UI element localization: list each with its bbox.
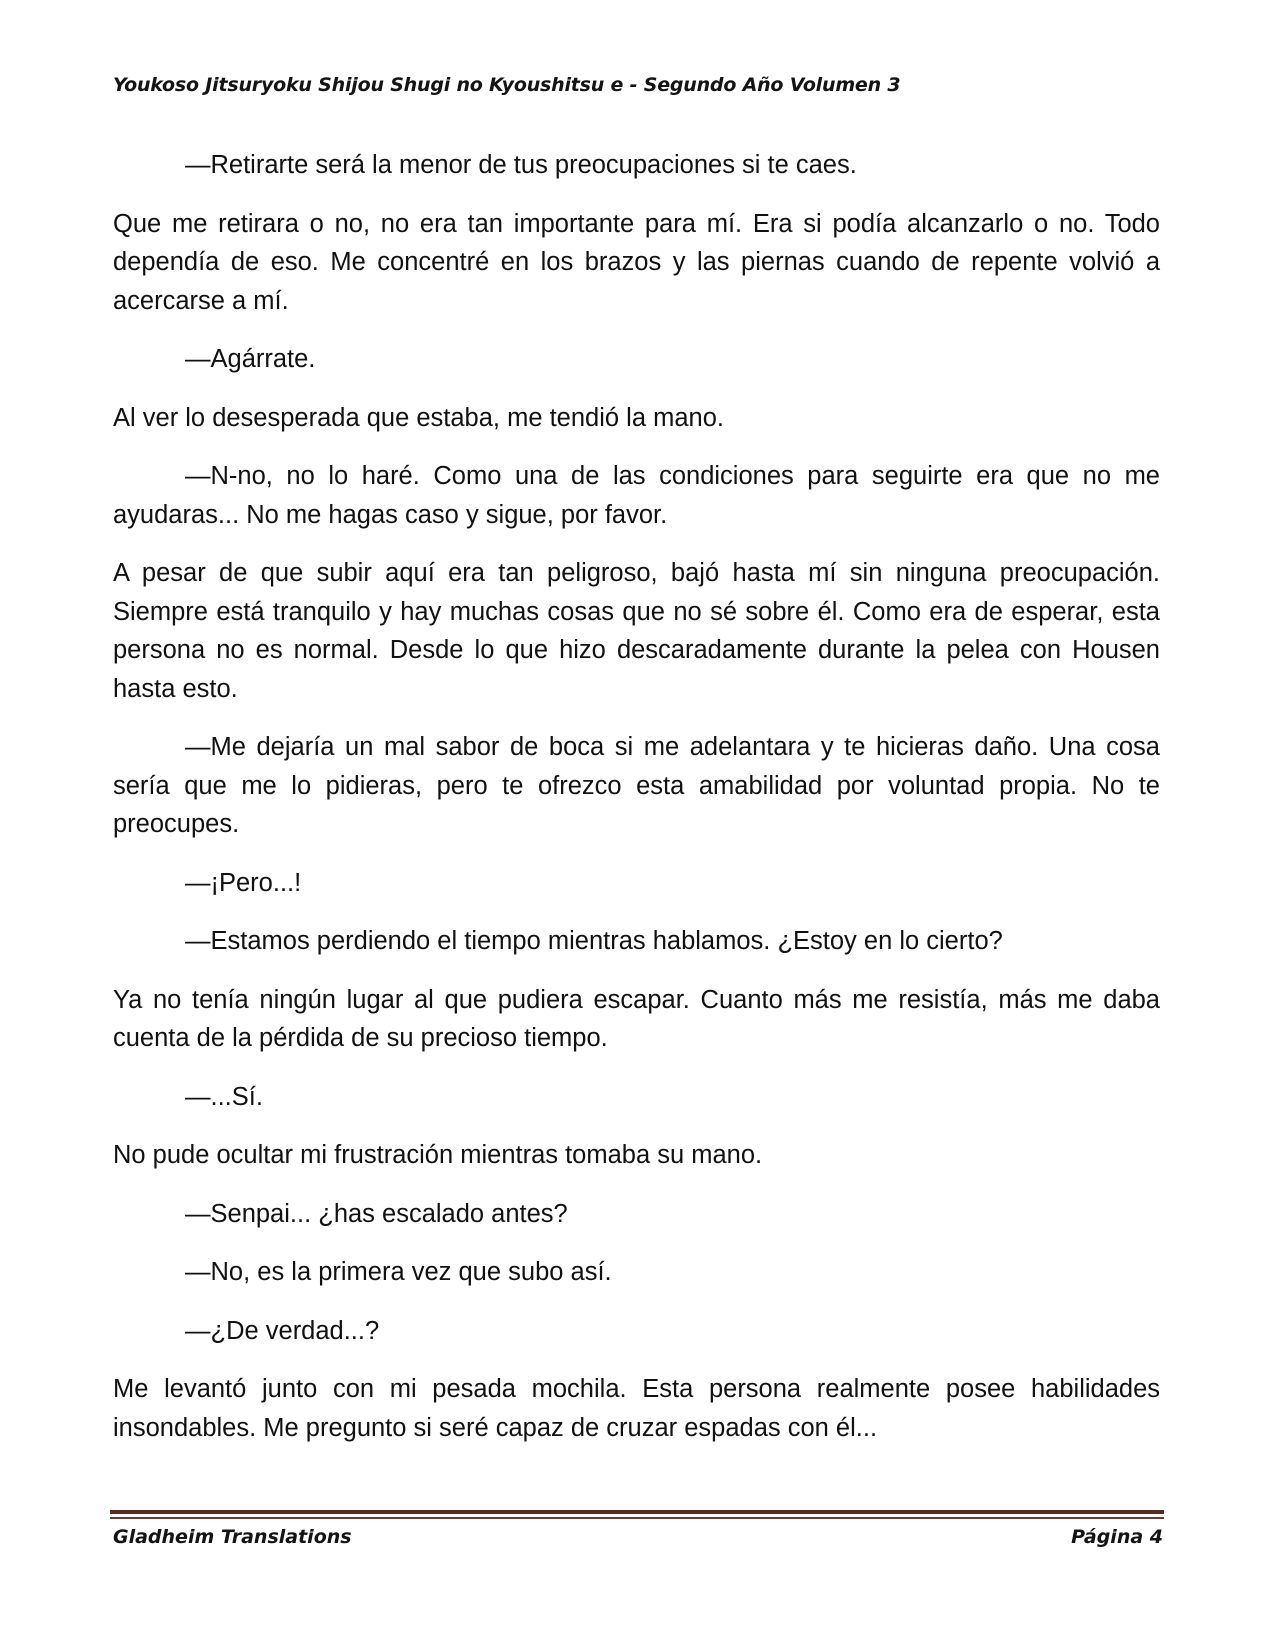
- page-header: Youkoso Jitsuryoku Shijou Shugi no Kyoushitsu e - Segundo Año Volumen 3: [113, 74, 901, 96]
- paragraph-9: —Estamos perdiendo el tiempo mientras hablamos. ¿Estoy en lo cierto?: [185, 927, 1003, 955]
- paragraph-12: No pude ocultar mi frustración mientras tomaba su mano.: [113, 1141, 763, 1169]
- page-body: [113, 146, 1160, 1467]
- paragraph-10: Ya no tenía ningún lugar al que pudiera escapar. Cuanto más me resistía, más me daba cuenta de la pérdida de su precioso tiempo.: [113, 985, 1160, 1052]
- paragraph-2: Que me retirara o no, no era tan importante para mí. Era si podía alcanzarlo o no. Todo dependía de eso. Me concentré en los brazos y las piernas cuando de repente volvió a acercarse a mí.: [113, 209, 1160, 315]
- paragraph-7: —Me dejaría un mal sabor de boca si me adelantara y te hicieras daño. Una cosa sería que me lo pidieras, pero te ofrezco esta amabilidad por voluntad propia. No te preocupes.: [113, 733, 1160, 838]
- paragraph-1: —Retirarte será la menor de tus preocupaciones si te caes.: [185, 151, 857, 179]
- footer-page-number: Página 4: [1071, 1526, 1163, 1548]
- paragraph-13: —Senpai... ¿has escalado antes?: [185, 1199, 568, 1228]
- paragraph-11: —...Sí.: [185, 1082, 263, 1111]
- paragraph-4: Al ver lo desesperada que estaba, me tendió la mano.: [113, 403, 724, 432]
- paragraph-16: Me levantó junto con mi pesada mochila. Esta persona realmente posee habilidades insondables. Me pregunto si seré capaz de cruzar espadas con él...: [113, 1375, 1160, 1442]
- paragraph-3: —Agárrate.: [185, 345, 316, 373]
- paragraph-8: —¡Pero...!: [185, 868, 302, 897]
- paragraph-5: —N-no, no lo haré. Como una de las condiciones para seguirte era que no me ayudaras... No me hagas caso y sigue, por favor.: [113, 462, 1160, 529]
- footer-publisher: Gladheim Translations: [113, 1526, 352, 1548]
- footer-divider-thin: [110, 1517, 1164, 1519]
- footer-divider-thick: [110, 1510, 1164, 1514]
- paragraph-6: A pesar de que subir aquí era tan peligroso, bajó hasta mí sin ninguna preocupación. Siempre está tranquilo y hay muchas cosas que no sé sobre él. Como era de esperar, esta persona no es normal. Desde lo que hizo descaradamente durante la pelea con Housen hasta esto.: [113, 559, 1160, 703]
- paragraph-15: —¿De verdad...?: [185, 1316, 380, 1345]
- paragraph-14: —No, es la primera vez que subo así.: [185, 1258, 612, 1286]
